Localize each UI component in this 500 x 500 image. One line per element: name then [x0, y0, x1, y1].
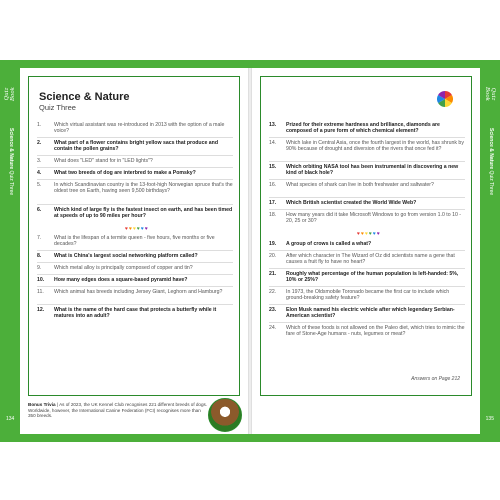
- divider: [37, 262, 233, 263]
- heart-icon: ♥: [125, 226, 129, 232]
- question-text: In which Scandinavian country is the 13-foot-high Norwegian spruce that's the oldest tree on Earth, having seen 9,500 birthdays?: [54, 182, 233, 195]
- divider: [37, 274, 233, 275]
- question-text: Which virtual assistant was re-introduced in 2013 with the option of a male voice?: [54, 122, 225, 135]
- question-7: [37, 235, 233, 248]
- question-number: 20.: [269, 253, 277, 259]
- question-20: [269, 253, 465, 266]
- question-number: 18.: [269, 212, 277, 218]
- question-number: 16.: [269, 182, 277, 188]
- heart-icon: ♥: [144, 226, 149, 232]
- question-number: 4.: [37, 170, 42, 176]
- question-text: Which British scientist created the World Wide Web?: [286, 200, 417, 206]
- heart-icon: ♥: [136, 226, 141, 232]
- left-page-number: 134: [6, 416, 15, 422]
- question-text: Roughly what percentage of the human population is left-handed: 5%, 10% or 25%?: [286, 271, 459, 284]
- question-number: 10.: [37, 277, 45, 283]
- question-text: Which kind of large fly is the fastest insect on earth, and has been timed at speeds of up to 90 miles per hour?: [54, 207, 233, 220]
- heart-icon: ♥: [128, 226, 133, 232]
- question-16: [269, 182, 465, 188]
- question-9: [37, 265, 233, 271]
- heart-divider: [125, 226, 149, 232]
- question-8: [37, 253, 233, 259]
- question-number: 13.: [269, 122, 277, 128]
- question-text: Which lake in Central Asia, once the fourth largest in the world, has shrunk by 90% because of drought and diversion of the rivers that once fed it?: [286, 140, 464, 153]
- question-number: 1.: [37, 122, 42, 128]
- question-number: 3.: [37, 158, 42, 164]
- question-23: [269, 307, 465, 320]
- question-2: [37, 140, 233, 153]
- divider: [269, 286, 465, 287]
- question-21: [269, 271, 465, 284]
- question-number: 24.: [269, 325, 277, 331]
- heart-icon: ♥: [364, 231, 369, 237]
- heart-icon: ♥: [360, 231, 365, 237]
- question-text: Which orbiting NASA tool has been instrumental in discovering a new kind of black hole?: [286, 164, 459, 177]
- divider: [269, 304, 465, 305]
- question-number: 11.: [37, 289, 44, 295]
- divider: [37, 137, 233, 138]
- question-number: 21.: [269, 271, 277, 277]
- question-13: [269, 122, 465, 135]
- right-page: [252, 68, 480, 434]
- divider: [37, 286, 233, 287]
- right-question-box: [260, 76, 472, 396]
- divider: [269, 268, 465, 269]
- quiz-title: Science & Nature: [39, 91, 130, 103]
- question-14: [269, 140, 465, 153]
- question-number: 2.: [37, 140, 42, 146]
- right-side-title: Science & Nature: [488, 128, 494, 170]
- question-text: How many years did it take Microsoft Windows to go from version 1.0 to 10 - 20, 25 or 30?: [286, 212, 462, 225]
- question-text: What is China's largest social networking platform called?: [54, 253, 198, 259]
- question-text: Which animal has breeds including Jersey Giant, Leghorn and Hamburg?: [54, 289, 223, 295]
- question-text: A group of crows is called a what?: [286, 241, 372, 247]
- question-15: [269, 164, 465, 177]
- question-number: 12.: [37, 307, 45, 313]
- question-4: [37, 170, 233, 176]
- question-5: [37, 182, 233, 195]
- question-text: In 1973, the Oldsmobile Toronado became the first car to include which ground-breaking safety feature?: [286, 289, 450, 302]
- question-18: [269, 212, 465, 225]
- heart-icon: ♥: [372, 231, 377, 237]
- question-text: Which metal alloy is principally composed of copper and tin?: [54, 265, 193, 271]
- heart-icon: ♥: [376, 231, 381, 237]
- dog-photo: [208, 398, 242, 432]
- heart-icon: ♥: [132, 226, 137, 232]
- divider: [37, 179, 233, 180]
- left-side-title: Science & Nature: [8, 128, 14, 170]
- question-text: What is the name of the hard case that protects a butterfly while it matures into an adult?: [54, 307, 217, 320]
- question-number: 5.: [37, 182, 42, 188]
- question-1: [37, 122, 233, 135]
- question-12: [37, 307, 233, 320]
- question-text: What two breeds of dog are interbred to make a Pomsky?: [54, 170, 196, 176]
- right-side-strip: [480, 68, 500, 434]
- book-spread: [0, 60, 500, 442]
- left-side-strip: [0, 68, 20, 434]
- right-side-subtitle: Quiz Three: [488, 170, 494, 196]
- divider: [269, 179, 465, 180]
- question-10: [37, 277, 233, 283]
- brand-logo: Quiz Book: [484, 87, 496, 101]
- question-text: Elon Musk named his electric vehicle after which legendary Serbian-American scientist?: [286, 307, 455, 320]
- divider: [269, 250, 465, 251]
- heart-divider: [357, 231, 381, 237]
- question-number: 9.: [37, 265, 42, 271]
- question-3: [37, 158, 233, 164]
- bonus-text: As of 2023, the UK Kennel Club recognises 221 different breeds of dogs. Worldwide, however, the International Canine Federation (FCI) recognises more than 350 breeds.: [28, 402, 208, 419]
- divider: [37, 304, 233, 305]
- question-11: [37, 289, 233, 295]
- question-text: What is the lifespan of a termite queen - five hours, five months or five decades?: [54, 235, 215, 248]
- divider: [269, 197, 465, 198]
- question-text: Which of these foods is not allowed on the Paleo diet, which tries to mimic the fare of Stone-Age humans - nuts, legumes or meat?: [286, 325, 465, 338]
- question-22: [269, 289, 465, 302]
- question-number: 19.: [269, 241, 277, 247]
- divider: [37, 250, 233, 251]
- left-page: [20, 68, 248, 434]
- question-text: What part of a flower contains bright yellow sacs that produce and contain the pollen grains?: [54, 140, 219, 153]
- divider: [269, 161, 465, 162]
- right-side-label: [488, 128, 494, 195]
- question-17: [269, 200, 465, 206]
- question-text: Prized for their extreme hardness and brilliance, diamonds are composed of a pure form of which chemical element?: [286, 122, 440, 135]
- bonus-trivia: [28, 402, 208, 419]
- left-side-label: [8, 128, 14, 195]
- right-page-number: 135: [485, 416, 494, 422]
- heart-icon: ♥: [368, 231, 373, 237]
- divider: [37, 155, 233, 156]
- question-number: 15.: [269, 164, 277, 170]
- heart-icon: ♥: [140, 226, 145, 232]
- answers-note: Answers on Page 212: [411, 376, 460, 382]
- question-19: [269, 241, 465, 247]
- bonus-separator: |: [56, 402, 60, 407]
- question-text: How many edges does a square-based pyramid have?: [54, 277, 188, 283]
- bonus-label: Bonus Trivia: [28, 402, 56, 407]
- question-number: 7.: [37, 235, 42, 241]
- question-text: What species of shark can live in both freshwater and saltwater?: [286, 182, 434, 188]
- question-number: 23.: [269, 307, 277, 313]
- question-number: 6.: [37, 207, 42, 213]
- divider: [269, 209, 465, 210]
- question-text: What does "LED" stand for in "LED lights"?: [54, 158, 153, 164]
- divider: [37, 167, 233, 168]
- question-number: 8.: [37, 253, 42, 259]
- question-number: 14.: [269, 140, 277, 146]
- quiz-subtitle: Quiz Three: [39, 103, 76, 112]
- divider: [269, 322, 465, 323]
- divider: [37, 204, 233, 205]
- question-number: 17.: [269, 200, 277, 206]
- brand-logo: Quiz Book: [4, 87, 16, 101]
- question-24: [269, 325, 465, 338]
- question-number: 22.: [269, 289, 277, 295]
- color-wheel-icon: [437, 91, 453, 107]
- left-side-subtitle: Quiz Three: [8, 170, 14, 196]
- question-text: After which character in The Wizard of Oz did scientists name a gene that causes a fruit fly to have no heart?: [286, 253, 455, 266]
- left-question-box: [28, 76, 240, 396]
- question-6: [37, 207, 233, 220]
- heart-icon: ♥: [357, 231, 361, 237]
- divider: [269, 137, 465, 138]
